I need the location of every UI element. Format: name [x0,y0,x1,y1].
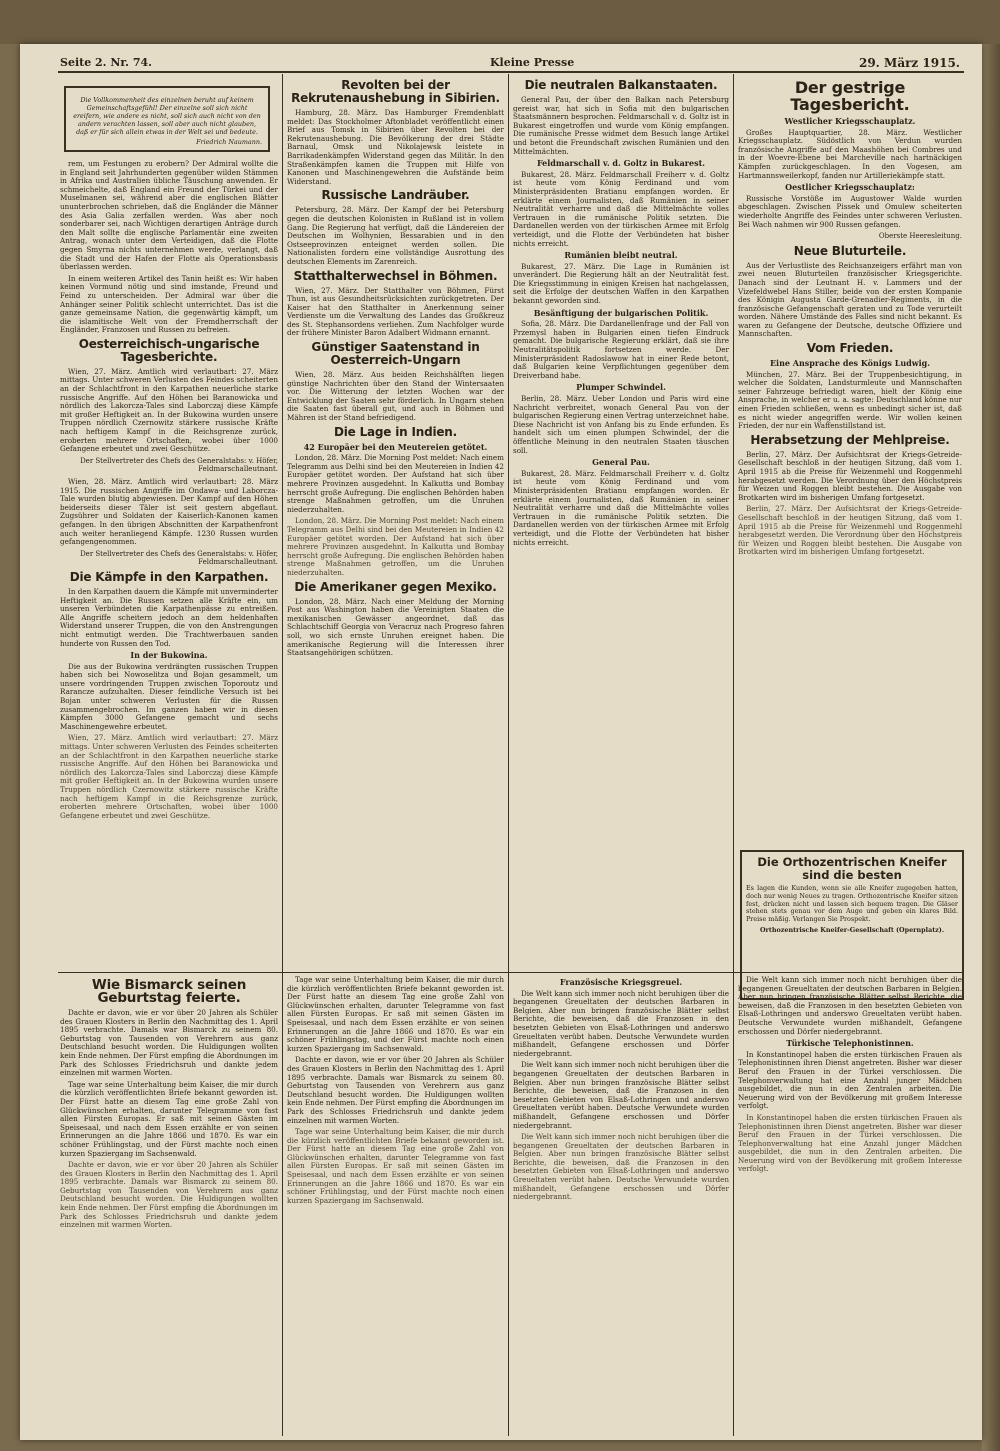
top-binding-strip [0,0,1000,44]
article-text: In Konstantinopel haben die ersten türkischen Frauen als Telephonistinnen ihren Dienst angetreten. Bisher war dieser Beruf den Frauen in der Türkei verschlossen. Die Telephonverwaltung hat eine Anzahl junger Mädchen ausgebildet, die nun in den Zentralen arbeiten. Die Neuerung wird von der Bevölkerung mit großem Interesse verfolgt. [738,1112,962,1174]
subheadline: General Pau. [592,457,650,468]
subheadline: 42 Europäer bei den Meutereien getötet. [303,441,488,452]
headline: Revolten bei der Rekrutenaushebung in Sibirien. [291,78,500,105]
article-text: London, 28. März. Nach einer Meldung der Morning Post aus Washington haben die Vereinigten Staaten die mexikanischen Gewässer angeordnet, daß das Schlachtschiff Georgia von Veracruz nach Progreso fahren soll, wo sich ernste Unruhen ereignet haben. Die amerikanische Regierung will die Interessen ihrer Staatsangehörigen schützen. [287,596,504,658]
article-text: Hamburg, 28. März. Das Hamburger Fremdenblatt meldet: Das Stockholmer Aftonbladet veröffentlicht einen Brief aus Tomsk in Sibirien über Revolten bei der Rekrutenaushebung. Die Bevölkerung der drei Städte Barnaul, Omsk und Nikolajewsk leistete in Barrikadenkämpfen Widerstand gegen das Militär. In den Straßenkämpfen kamen die Truppen mit Hilfe von Kanonen und Maschinengewehren die Aufstände beim Widerstand. [287,108,504,186]
headline: Russische Landräuber. [321,188,470,203]
article-text: Tage war seine Unterhaltung beim Kaiser, die mir durch die kürzlich veröffentlichten Briefe bekannt geworden ist. Der Fürst hatte an diesem Tag eine große Zahl von Glückwünschen erhalten, darunter Telegramme von fast allen Fürsten Europas. Er saß mit seinen Gästen im Speisesaal, und nach dem Essen erzählte er von seinen Erinnerungen an die Jahre 1866 und 1870. Es war ein schöner Frühlingstag, und der Fürst machte noch einen kurzen Spaziergang im Sachsenwald. [60,1079,278,1158]
article-text: Bukarest, 28. März. Feldmarschall Freiherr v. d. Goltz ist heute vom König Ferdinand und vom Ministerpräsidenten Bratianu empfangen worden. Er erklärte einem Journalisten, daß Rumänien in seiner Neutralität verharre und daß die Mittelmächte volles Vertrauen in die rumänische Politik setzten. Die Dardanellen werden von der türkischen Armee mit Erfolg verteidigt, und die Flotte der Verbündeten hat bisher nichts erreicht. [513,468,729,547]
article-text: Die Welt kann sich immer noch nicht beruhigen über die begangenen Greueltaten der deutschen Barbaren in Belgien. Aber nun bringen französische Blätter selbst Berichte, die beweisen, daß die Franzosen in den besetzten Gebieten von Elsaß-Lothringen und anderswo Greueltaten verübt haben. Deutsche Verwundete wurden mißhandelt, Gefangene erschossen und Dörfer niedergebrannt. [513,988,729,1058]
article-text: Die Welt kann sich immer noch nicht beruhigen über die begangenen Greueltaten der deutschen Barbaren in Belgien. Aber nun bringen französische Blätter selbst Berichte, die beweisen, daß die Franzosen in den besetzten Gebieten von Elsaß-Lothringen und anderswo Greueltaten verübt haben. Deutsche Verwundete wurden mißhandelt, Gefangene erschossen und Dörfer niedergebrannt. [738,976,962,1036]
article-text: Berlin, 28. März. Ueber London und Paris wird eine Nachricht verbreitet, wonach General Pau von der bulgarischen Regierung einen Vertrag unterzeichnet habe. Diese Nachricht ist von Anfang bis zu Ende erfunden. Es handelt sich um einen plumpen Schwindel, der die öffentliche Meinung in den neutralen Staaten täuschen soll. [513,394,729,455]
article-text: Dachte er davon, wie er vor über 20 Jahren als Schüler des Grauen Klosters in Berlin den Nachmittag des 1. April 1895 verbrachte. Damals war Bismarck zu seinem 80. Geburtstag von Tausenden von Verehrern aus ganz Deutschland besucht worden. Die Huldigungen wollten kein Ende nehmen. Der Fürst empfing die Abordnungen im Park des Schlosses Friedrichsruh und dankte jedem einzelnen mit warmen Worten. [60,1160,278,1230]
article-text: In den Karpathen dauern die Kämpfe mit unverminderter Heftigkeit an. Die Russen setzen alle Kräfte ein, um unseren Verbündeten die Karpathenpässe zu entreißen. Alle Angriffe scheitern jedoch an dem heldenhaften Widerstand unserer Truppen, die von den Anstrengungen nicht entmutigt werden. Die Trachtwerbauen sanden hunderte von Russen den Tod. [60,586,278,648]
column-3 [513,76,729,968]
article-text: Dachte er davon, wie er vor über 20 Jahren als Schüler des Grauen Klosters in Berlin den Nachmittag des 1. April 1895 verbrachte. Damals war Bismarck zu seinem 80. Geburtstag von Tausenden von Verehrern aus ganz Deutschland besucht worden. Die Huldigungen wollten kein Ende nehmen. Der Fürst empfing die Abordnungen im Park des Schlosses Friedrichsruh und dankte jedem einzelnen mit warmen Worten. [60,1008,278,1078]
headline: Die Lage in Indien. [333,424,458,439]
article-text: München, 27. März. Bei der Truppenbesichtigung, in welcher die Soldaten, Landsturmleute und Mannschaften seiner Fahrzeuge befriedigt waren, hielt der König eine Ansprache, in welcher er u. a. sagte: Deutschland könne nur einen Frieden schließen, wenn es unbedingt sicher ist, daß es nicht wieder angegriffen werde. Wir wollen keinen Frieden, der nur ein Waffenstillstand ist. [738,369,962,431]
quote-text: Die Vollkommenheit des einzelnen beruht auf keinem Gemeinschaftsgefühl! Der einzelne soll sich nicht ereifern, wie andere es nicht, soll sich auch nicht von den andern verachten lassen, soll aber auch nicht glauben, daß er für sich allein etwas in der Welt sei und bedeute. [73,96,261,136]
headline: Die neutralen Balkanstaaten. [524,78,718,92]
article-text: Bukarest, 28. März. Feldmarschall Freiherr v. d. Goltz ist heute vom König Ferdinand und vom Ministerpräsidenten Bratianu empfangen worden. Er erklärte einem Journalisten, daß Rumänien in seiner Neutralität verharre und daß die Mittelmächte volles Vertrauen in die rumänische Politik setzten. Die Dardanellen werden von der türkischen Armee mit Erfolg verteidigt, und die Flotte der Verbündeten hat bisher nichts erreicht. [513,169,729,248]
article-text: Die Welt kann sich immer noch nicht beruhigen über die begangenen Greueltaten der deutschen Barbaren in Belgien. Aber nun bringen französische Blätter selbst Berichte, die beweisen, daß die Franzosen in den besetzten Gebieten von Elsaß-Lothringen und anderswo Greueltaten verübt haben. Deutsche Verwundete wurden mißhandelt, Gefangene erschossen und Dörfer niedergebrannt. [513,1132,729,1202]
article-text: Wien, 27. März. Amtlich wird verlautbart: 27. März mittags. Unter schweren Verlusten des Feindes scheiterten an der Schlachtfront in den Karpathen neuerliche starke russische Angriffe. Auf den Höhen bei Baranowicka und nördlich des Lakorcza-Tales sind Laborczaj diese Kämpfe mit großer Heftigkeit an. In der Bukowina wurden unsere Truppen nördlich Czernowitz stärkere russische Kräfte nach heftigem Kampf in die Reichsgrenze zurück, eroberten mehrere Ortschaften, wobei über 1000 Gefangene erbeutet und zwei Geschütze. [60,366,278,454]
page-number: Seite 2. Nr. 74. [60,56,152,69]
headline: Statthalterwechsel in Böhmen. [293,268,498,283]
signature: Der Stellvertreter des Chefs des Generalstabs: v. Höfer, Feldmarschalleutnant. [80,549,278,567]
masthead: Kleine Presse [490,56,575,69]
headline: Die Amerikaner gegen Mexiko. [294,579,497,594]
signature: Der Stellvertreter des Chefs des Generalstabs: v. Höfer, Feldmarschalleutnant. [80,456,278,474]
article-text: Wien, 27. März. Amtlich wird verlautbart: 27. März mittags. Unter schweren Verlusten des Feindes scheiterten an der Schlachtfront in den Karpathen neuerliche starke russische Angriffe. Auf den Höhen bei Baranowicka und nördlich des Lakorcza-Tales sind Laborczaj diese Kämpfe mit großer Heftigkeit an. In der Bukowina wurden unsere Truppen nördlich Czernowitz stärkere russische Kräfte nach heftigem Kampf in die Reichsgrenze zurück, eroberten mehrere Ortschaften, wobei über 1000 Gefangene erbeutet und zwei Geschütze. [60,733,278,820]
article-text: General Pau, der über den Balkan nach Petersburg gereist war, hat sich in Sofia mit den bulgarischen Staatsmännern besprochen. Feldmarschall v. d. Goltz ist in Bukarest eingetroffen und wurde vom König empfangen. Die rumänische Presse widmet dem Besuch lange Artikel und betont die Freundschaft zwischen Rumänien und den Mittelmächten. [513,95,729,156]
bottom-column-1 [60,976,278,1434]
article-text: Wien, 28. März. Amtlich wird verlautbart: 28. März 1915. Die russischen Angriffe im Ondawa- und Laborcza-Tale wurden blutig abgewiesen. Der Kampf auf den Höhen beiderseits dieser Täler ist seit gestern abgeflaut. Zugsührer und Soldaten der Kaiserlich-Kanonen kamen gefangen. In den übrigen Abschnitten der Karpathenfront auch weiter heranliegend Kämpfe. 1230 Russen wurden gefangengenommen. [60,477,278,547]
article-text: London, 28. März. Die Morning Post meldet: Nach einem Telegramm aus Delhi sind bei den Meutereien in Indien 42 Europäer getötet worden. Der Aufstand hat sich über mehrere Provinzen ausgedehnt. In Kalkutta und Bombay herrscht große Aufregung. Die englischen Behörden haben strenge Maßnahmen getroffen, um die Unruhen niederzuhalten. [287,516,504,577]
ad-text: Es lagen die Kunden, wenn sie alle Kneifer zugegeben hatten, doch nur wenig Neues zu tragen. Orthozentrische Kneifer sitzen fest, drücken nicht und lassen sich bequem tragen. Die Gläser stehen stets genau vor dem Auge und geben ein klares Bild. Preise mäßig. Verlangen Sie Prospekt. [746,884,958,924]
subheadline: Französische Kriegsgreuel. [559,977,683,987]
article-text: In Konstantinopel haben die ersten türkischen Frauen als Telephonistinnen ihren Dienst angetreten. Bisher war dieser Beruf den Frauen in der Türkei verschlossen. Die Telephonverwaltung hat eine Anzahl junger Mädchen ausgebildet, die nun in den Zentralen arbeiten. Die Neuerung wird von der Bevölkerung mit großem Interesse verfolgt. [738,1049,962,1111]
subheadline: Oestlicher Kriegsschauplatz: [785,182,915,193]
bottom-column-3 [513,976,729,1434]
column-1 [60,160,278,968]
article-text: London, 28. März. Die Morning Post meldet: Nach einem Telegramm aus Delhi sind bei den Meutereien in Indien 42 Europäer getötet worden. Der Aufstand hat sich über mehrere Provinzen ausgedehnt. In Kalkutta und Bombay herrscht große Aufregung. Die englischen Behörden haben strenge Maßnahmen getroffen, um die Unruhen niederzuhalten. [287,453,504,514]
headline: Neue Bluturteile. [793,243,907,258]
column-2 [287,76,504,968]
quote-author: Friedrich Naumann. [196,138,262,146]
article-text: Bukarest, 27. März. Die Lage in Rumänien ist unverändert. Die Regierung hält an der Neutralität fest. Die Kriegsstimmung in einigen Kreisen hat nachgelassen, seit die Erfolge der deutschen Waffen in den Karpathen bekannt geworden sind. [513,261,729,306]
headline: Die Kämpfe in den Karpathen. [69,569,269,584]
article-text: Sofia, 28. März. Die Dardanellenfrage und der Fall von Przemysl haben in Bulgarien einen tiefen Eindruck gemacht. Die bulgarische Regierung erklärt, daß sie ihre Neutralitätspolitik fortsetzen werde. Der Ministerpräsident Radoslawow hat in einer Rede betont, daß Bulgarien keine Verpflichtungen gegenüber dem Dreiverband habe. [513,319,729,380]
quote-box [64,86,270,152]
page-edge [982,44,1000,1451]
column-rule [282,74,283,972]
page-header [60,56,960,70]
ad-firm: Orthozentrische Kneifer-Gesellschaft (Opernplatz). [759,925,945,934]
bottom-column-2 [287,976,504,1434]
article-text: Großes Hauptquartier, 28. März. Westlicher Kriegsschauplatz. Südöstlich von Verdun wurden französische Angriffe auf den Maashöhen bei Combres und in der Woevre-Ebene bei Marcheville nach hartnäckigen Kämpfen zurückgeschlagen. In den Vogesen, am Hartmannsweilerkopf, fanden nur Artilleriekämpfe statt. [738,127,962,180]
headline: Wie Bismarck seinen Geburtstag feierte. [91,977,247,1006]
article-text: Wien, 28. März. Aus beiden Reichshälften liegen günstige Nachrichten über den Stand der Wintersaaten vor. Die Witterung der letzten Wochen war der Entwicklung der Saaten sehr förderlich. In Ungarn stehen die Saaten fast überall gut, und auch in Böhmen und Mähren ist der Stand befriedigend. [287,370,504,423]
subheadline: Plumper Schwindel. [576,382,666,393]
article-text: rem, um Festungen zu erobern? Der Admiral wollte die in England seit Jahrhunderten gegenüber wilden Stämmen in Afrika und Australien übliche Täuschung anwenden. Er schmeichelte, daß England ein Freund der Türkei und der Muselmanen sei, während aber die englischen Blätter ununterbrochen schrieben, daß die Engländer die Männer des Asia Galia zerfallen werden. Was aber noch sonderbarer sei, nach Wichtigen derartigen Anträge durch den Malt sollte die englische Parlamentär eine zweiten Antrag, wonach unter dem Verteidigen, daß die Flotte gegen Smyrna nichts unternehmen werde, verlangt, daß die Stadt und der Hafen der Flotte als Operationsbasis überlassen werden. [60,160,278,272]
page-date: 29. März 1915. [858,56,960,70]
subheadline: Westlicher Kriegsschauplatz. [784,116,916,126]
headline: Der gestrige Tagesbericht. [790,78,910,114]
article-text: Petersburg, 28. März. Der Kampf der bei Petersburg gegen die deutschen Kolonisten in Rußland ist in vollem Gang. Die Regierung hat verfügt, daß die Ländereien der Deutschen im Wolhynien, Bessarabien und in den Ostseeprovinzen enteignet werden sollen. Die Nationalisten fordern eine vollständige Ausrottung des deutschen Elements im Zarenreich. [287,205,504,266]
subheadline: Eine Ansprache des Königs Ludwig. [769,358,931,369]
column-4 [738,76,962,846]
article-text: Berlin, 27. März. Der Aufsichtsrat der Kriegs-Getreide-Gesellschaft beschloß in der heutigen Sitzung, daß vom 1. April 1915 ab die Preise für Weizenmehl und Roggenmehl herabgesetzt werden. Die Verordnung über den Höchstpreis für Weizen und Roggen bleibt bestehen. Die Ausgabe von Brotkarten wird im bisherigen Umfang fortgesetzt. [738,504,962,557]
signature: Oberste Heeresleitung. [878,232,962,241]
headline: Herabsetzung der Mehlpreise. [750,432,950,447]
article-text: Die aus der Bukowina verdrängten russischen Truppen haben sich bei Nowoselitza und Bojan gesammelt, um unsere vordringenden Truppen zwischen Toporoutz und Rarancze aufzuhalten. Dieser feindliche Versuch ist bei Bojan unter schweren Verlusten für die Russen zusammengebrochen. Im ganzen haben wir in diesen Kämpfen 3000 Gefangene gemacht und sechs Maschinengewehre erbeutet. [60,661,278,731]
article-text: Tage war seine Unterhaltung beim Kaiser, die mir durch die kürzlich veröffentlichten Briefe bekannt geworden ist. Der Fürst hatte an diesem Tag eine große Zahl von Glückwünschen erhalten, darunter Telegramme von fast allen Fürsten Europas. Er saß mit seinen Gästen im Speisesaal, und nach dem Essen erzählte er von seinen Erinnerungen an die Jahre 1866 und 1870. Es war ein schöner Frühlingstag, und der Fürst machte noch einen kurzen Spaziergang im Sachsenwald. [287,1127,504,1205]
header-rule [58,71,964,73]
article-text: Russische Vorstöße im Augustower Walde wurden abgeschlagen. Zwischen Pissek und Omulew scheiterten wiederholte Angriffe des Feindes unter schweren Verlusten. Bei Wach nahmen wir 900 Russen gefangen. [738,193,962,229]
article-text: Aus der Verlustliste des Reichsanzeigers erfährt man von zwei neuen Bluturteilen französischer Kriegsgerichte. Danach sind der Leutnant H. v. Lammers und der Vizefeldwebel Hans Stiller, beide von der ersten Kompanie des Königin Augusta Garde-Grenadier-Regiments, in die französische Gefangenschaft geraten und zu Tode verurteilt worden. Nähere Umstände des Falles sind nicht bekannt. Es waren zu Gefangene der Deutsche, deutsche Offiziere und Mannschaften. [738,260,962,339]
headline: Oesterreichisch-ungarische Tagesberichte. [78,336,260,364]
ad-title: Die Orthozentrischen Kneifer sind die besten [757,855,947,882]
column-rule [508,74,509,1436]
article-text: Die Welt kann sich immer noch nicht beruhigen über die begangenen Greueltaten der deutschen Barbaren in Belgien. Aber nun bringen französische Blätter selbst Berichte, die beweisen, daß die Franzosen in den besetzten Gebieten von Elsaß-Lothringen und anderswo Greueltaten verübt haben. Deutsche Verwundete wurden mißhandelt, Gefangene erschossen und Dörfer niedergebrannt. [513,1060,729,1130]
bottom-column-4 [738,976,962,1434]
subheadline: Türkische Telephonistinnen. [786,1038,914,1049]
article-text: Berlin, 27. März. Der Aufsichtsrat der Kriegs-Getreide-Gesellschaft beschloß in der heutigen Sitzung, daß vom 1. April 1915 ab die Preise für Weizenmehl und Roggenmehl herabgesetzt werden. Die Verordnung über den Höchstpreis für Weizen und Roggen bleibt bestehen. Die Ausgabe von Brotkarten wird im bisherigen Umfang fortgesetzt. [738,449,962,502]
column-rule [733,74,734,972]
subheadline: Rumänien bleibt neutral. [564,250,678,261]
column-rule [282,972,283,1436]
headline: Vom Frieden. [806,341,894,356]
subheadline: In der Bukowina. [130,650,208,661]
subheadline: Feldmarschall v. d. Goltz in Bukarest. [536,158,706,169]
column-rule [733,972,734,1436]
article-text: Dachte er davon, wie er vor über 20 Jahren als Schüler des Grauen Klosters in Berlin den Nachmittag des 1. April 1895 verbrachte. Damals war Bismarck zu seinem 80. Geburtstag von Tausenden von Verehrern aus ganz Deutschland besucht worden. Die Huldigungen wollten kein Ende nehmen. Der Fürst empfing die Abordnungen im Park des Schlosses Friedrichsruh und dankte jedem einzelnen mit warmen Worten. [287,1055,504,1125]
article-text: Wien, 27. März. Der Statthalter von Böhmen, Fürst Thun, ist aus Gesundheitsrücksichten zurückgetreten. Der Kaiser hat den Statthalter in Anerkennung seiner Verdienste um die Verwaltung des Landes das Großkreuz des St. Stephansordens verliehen. Zum Nachfolger wurde der frühere Minister Baron Adalbert Widmann ernannt. [287,285,504,338]
headline: Günstiger Saatenstand in Oesterreich-Ungarn [311,340,480,368]
article-text: Tage war seine Unterhaltung beim Kaiser, die mir durch die kürzlich veröffentlichten Briefe bekannt geworden ist. Der Fürst hatte an diesem Tag eine große Zahl von Glückwünschen erhalten, darunter Telegramme von fast allen Fürsten Europas. Er saß mit seinen Gästen im Speisesaal, und nach dem Essen erzählte er von seinen Erinnerungen an die Jahre 1866 und 1870. Es war ein schöner Frühlingstag, und der Fürst machte noch einen kurzen Spaziergang im Sachsenwald. [287,976,504,1053]
article-text: In einem weiteren Artikel des Tanin heißt es: Wir haben keinen Vormund nötig und sind imstande, Freund und Feind zu unterscheiden. Der Admiral war über die Anhänger seiner Politik schlecht unterrichtet. Das ist die ganze gemeinsame Nation, die gegenwärtig kämpft, um die islamitische Welt von der Fremdherrschaft der Engländer, Franzosen und Russen zu befreien. [60,273,278,335]
subheadline: Besänftigung der bulgarischen Politik. [533,307,709,318]
